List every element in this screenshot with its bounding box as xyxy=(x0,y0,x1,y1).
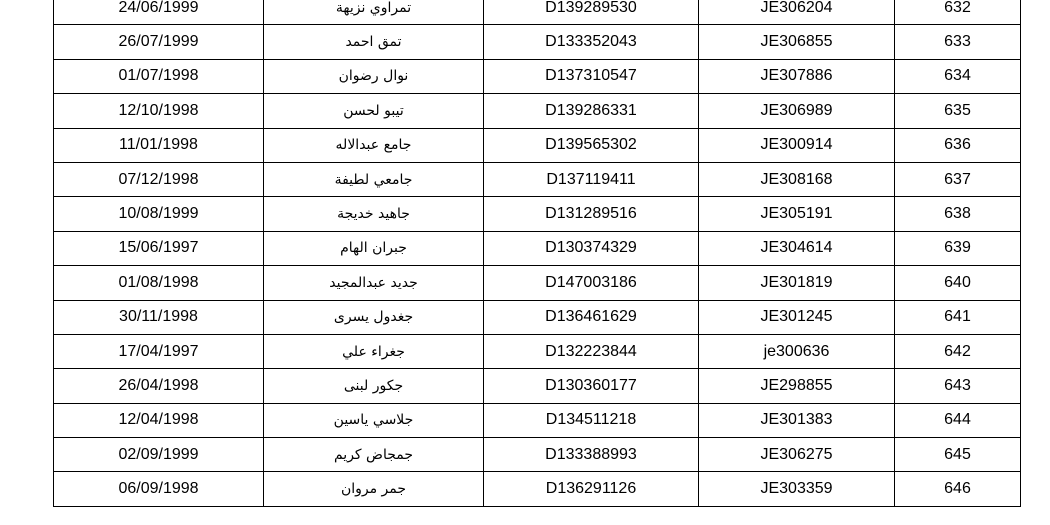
birth-date-cell: 12/04/1998 xyxy=(54,403,264,437)
birth-date-cell: 17/04/1997 xyxy=(54,334,264,368)
student-name-cell: جديد عبدالمجيد xyxy=(264,266,484,300)
row-number-cell: 639 xyxy=(895,231,1021,265)
birth-date-cell: 26/07/1999 xyxy=(54,25,264,59)
student-name-cell: تمراوي نزيهة xyxy=(264,0,484,25)
table-row xyxy=(54,472,1021,506)
student-code-cell: JE300914 xyxy=(699,128,895,162)
birth-date-cell: 06/09/1998 xyxy=(54,472,264,506)
row-number-cell: 644 xyxy=(895,403,1021,437)
row-number-cell: 646 xyxy=(895,472,1021,506)
student-name-cell: جامع عبدالاله xyxy=(264,128,484,162)
student-list-body xyxy=(54,0,1021,506)
cin-number-cell: D133388993 xyxy=(484,438,699,472)
table-row xyxy=(54,231,1021,265)
birth-date-cell: 30/11/1998 xyxy=(54,300,264,334)
student-name-cell: تمق احمد xyxy=(264,25,484,59)
row-number-cell: 637 xyxy=(895,162,1021,196)
student-name-cell: جمجاض كريم xyxy=(264,438,484,472)
student-name-cell: جبران الهام xyxy=(264,231,484,265)
student-code-cell: JE298855 xyxy=(699,369,895,403)
table-row xyxy=(54,59,1021,93)
cin-number-cell: D134511218 xyxy=(484,403,699,437)
birth-date-cell: 07/12/1998 xyxy=(54,162,264,196)
table-row xyxy=(54,334,1021,368)
birth-date-cell: 01/08/1998 xyxy=(54,266,264,300)
row-number-cell: 643 xyxy=(895,369,1021,403)
cin-number-cell: D139289530 xyxy=(484,0,699,25)
student-code-cell: JE307886 xyxy=(699,59,895,93)
birth-date-cell: 10/08/1999 xyxy=(54,197,264,231)
row-number-cell: 635 xyxy=(895,94,1021,128)
student-name-cell: جغدول يسرى xyxy=(264,300,484,334)
table-row xyxy=(54,197,1021,231)
table-row xyxy=(54,128,1021,162)
student-code-cell: JE306204 xyxy=(699,0,895,25)
row-number-cell: 645 xyxy=(895,438,1021,472)
row-number-cell: 632 xyxy=(895,0,1021,25)
student-name-cell: جكور لبنى xyxy=(264,369,484,403)
student-code-cell: JE301245 xyxy=(699,300,895,334)
student-name-cell: جمر مروان xyxy=(264,472,484,506)
student-code-cell: JE303359 xyxy=(699,472,895,506)
birth-date-cell: 15/06/1997 xyxy=(54,231,264,265)
cin-number-cell: D136461629 xyxy=(484,300,699,334)
row-number-cell: 634 xyxy=(895,59,1021,93)
cin-number-cell: D136291126 xyxy=(484,472,699,506)
table-row xyxy=(54,403,1021,437)
table-row xyxy=(54,25,1021,59)
student-name-cell: جامعي لطيفة xyxy=(264,162,484,196)
cin-number-cell: D130374329 xyxy=(484,231,699,265)
table-row xyxy=(54,300,1021,334)
cin-number-cell: D139286331 xyxy=(484,94,699,128)
row-number-cell: 640 xyxy=(895,266,1021,300)
birth-date-cell: 24/06/1999 xyxy=(54,0,264,25)
student-code-cell: je300636 xyxy=(699,334,895,368)
student-name-cell: جلاسي ياسين xyxy=(264,403,484,437)
cin-number-cell: D139565302 xyxy=(484,128,699,162)
table-row xyxy=(54,94,1021,128)
student-code-cell: JE301383 xyxy=(699,403,895,437)
student-code-cell: JE308168 xyxy=(699,162,895,196)
table-row xyxy=(54,266,1021,300)
cin-number-cell: D137310547 xyxy=(484,59,699,93)
student-name-cell: نوال رضوان xyxy=(264,59,484,93)
row-number-cell: 633 xyxy=(895,25,1021,59)
student-code-cell: JE301819 xyxy=(699,266,895,300)
birth-date-cell: 02/09/1999 xyxy=(54,438,264,472)
table-row xyxy=(54,438,1021,472)
cin-number-cell: D130360177 xyxy=(484,369,699,403)
birth-date-cell: 26/04/1998 xyxy=(54,369,264,403)
row-number-cell: 636 xyxy=(895,128,1021,162)
student-code-cell: JE306989 xyxy=(699,94,895,128)
table-row xyxy=(54,369,1021,403)
student-code-cell: JE305191 xyxy=(699,197,895,231)
row-number-cell: 642 xyxy=(895,334,1021,368)
row-number-cell: 641 xyxy=(895,300,1021,334)
cin-number-cell: D137119411 xyxy=(484,162,699,196)
birth-date-cell: 11/01/1998 xyxy=(54,128,264,162)
row-number-cell: 638 xyxy=(895,197,1021,231)
table-row xyxy=(54,0,1021,25)
student-code-cell: JE304614 xyxy=(699,231,895,265)
student-name-cell: جاهيد خديجة xyxy=(264,197,484,231)
birth-date-cell: 01/07/1998 xyxy=(54,59,264,93)
cin-number-cell: D131289516 xyxy=(484,197,699,231)
student-list-table xyxy=(53,0,1021,507)
student-name-cell: تيبو لحسن xyxy=(264,94,484,128)
student-code-cell: JE306275 xyxy=(699,438,895,472)
student-code-cell: JE306855 xyxy=(699,25,895,59)
table-row xyxy=(54,162,1021,196)
cin-number-cell: D147003186 xyxy=(484,266,699,300)
student-name-cell: جغراء علي xyxy=(264,334,484,368)
cin-number-cell: D133352043 xyxy=(484,25,699,59)
cin-number-cell: D132223844 xyxy=(484,334,699,368)
birth-date-cell: 12/10/1998 xyxy=(54,94,264,128)
